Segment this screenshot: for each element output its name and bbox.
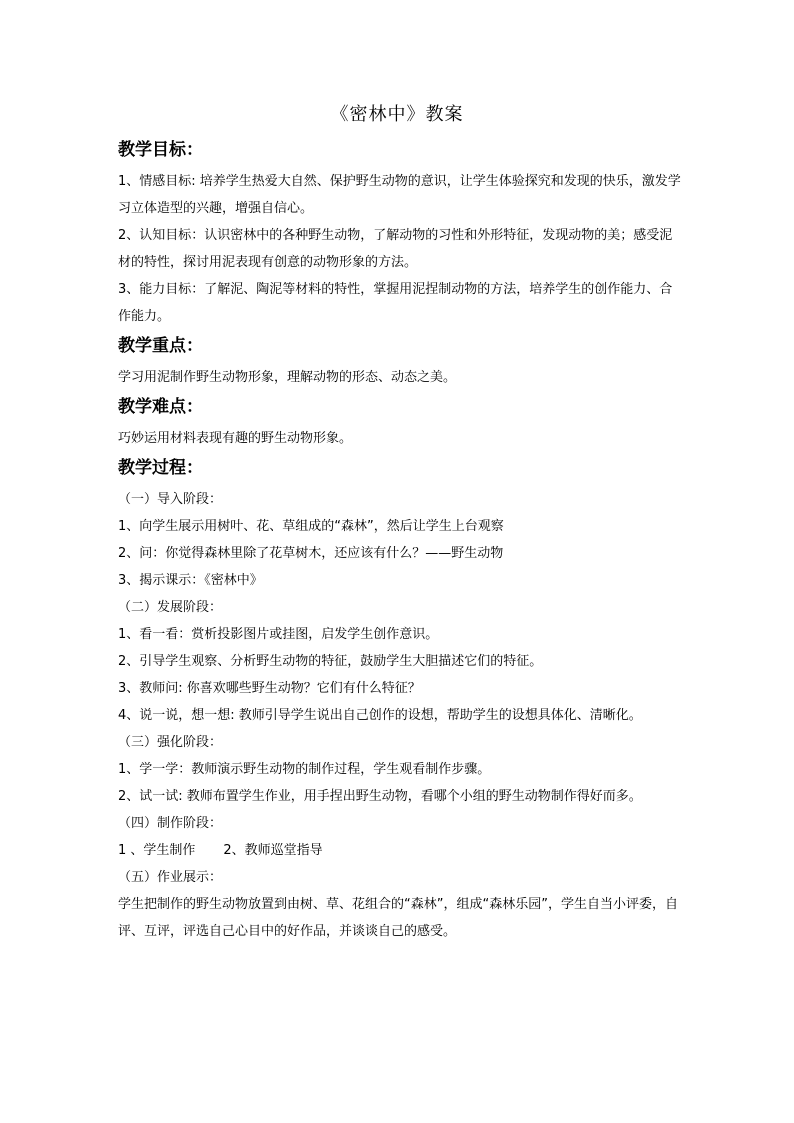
stage3-item: 2、试一试: 教师布置学生作业，用手捏出野生动物，看哪个小组的野生动物制作得好而多。	[118, 789, 642, 804]
stage2-item: 4、说一说，想一想: 教师引导学生说出自己创作的设想，帮助学生的设想具体化、清晰化。	[118, 708, 642, 723]
difficulties-text: 巧妙运用材料表现有趣的野生动物形象。	[118, 431, 353, 446]
key-points-heading: 教学重点：	[118, 336, 203, 356]
goal-item-cognition: 2、认知目标：认识密林中的各种野生动物，了解动物的习性和外形特征，发现动物的美；感受泥材的特性，探讨用泥表现有创意的动物形象的方法。	[118, 228, 673, 270]
stage5-text: 学生把制作的野生动物放置到由树、草、花组合的“森林”，组成“森林乐园”，学生自当小评委，自评、互评，评选自己心目中的好作品，并谈谈自己的感受。	[118, 897, 678, 939]
stage2-item: 1、看一看：赏析投影图片或挂图，启发学生创作意识。	[118, 627, 439, 642]
stage1-item: 2、问：你觉得森林里除了花草树木，还应该有什么？——野生动物	[118, 546, 504, 561]
goals-heading: 教学目标：	[118, 140, 203, 160]
goal-item-emotion: 1、情感目标: 培养学生热爱大自然、保护野生动物的意识，让学生体验探究和发现的快乐，激发学习立体造型的兴趣，增强自信心。	[118, 174, 681, 216]
stage1-item: 1、向学生展示用树叶、花、草组成的“森林”，然后让学生上台观察	[118, 519, 504, 534]
stage2-item: 2、引导学生观察、分析野生动物的特征，鼓励学生大胆描述它们的特征。	[118, 654, 543, 669]
stage4-label: （四）制作阶段：	[118, 816, 223, 831]
stage5-label: （五）作业展示：	[118, 870, 223, 885]
goal-item-ability: 3、能力目标：了解泥、陶泥等材料的特性，掌握用泥捏制动物的方法，培养学生的创作能力、合作能力。	[118, 282, 673, 324]
stage2-item: 3、教师问: 你喜欢哪些野生动物？它们有什么特征？	[118, 681, 421, 696]
key-points-text: 学习用泥制作野生动物形象，理解动物的形态、动态之美。	[118, 370, 457, 385]
stage4-item-a: 1 、学生制作	[118, 843, 196, 858]
stage1-label: （一）导入阶段：	[118, 492, 223, 507]
stage1-item: 3、揭示课示：《密林中》	[118, 573, 263, 588]
stage3-item: 1、学一学：教师演示野生动物的制作过程，学生观看制作步骤。	[118, 762, 491, 777]
stage2-label: （二）发展阶段：	[118, 600, 223, 615]
stage4-item-b: 2、教师巡堂指导	[223, 843, 323, 858]
document-title: 《密林中》教案	[330, 104, 464, 125]
process-heading: 教学过程：	[118, 458, 203, 478]
difficulties-heading: 教学难点：	[118, 397, 203, 417]
stage3-label: （三）强化阶段：	[118, 735, 223, 750]
stage4-items	[118, 837, 683, 864]
document-body	[118, 136, 683, 945]
